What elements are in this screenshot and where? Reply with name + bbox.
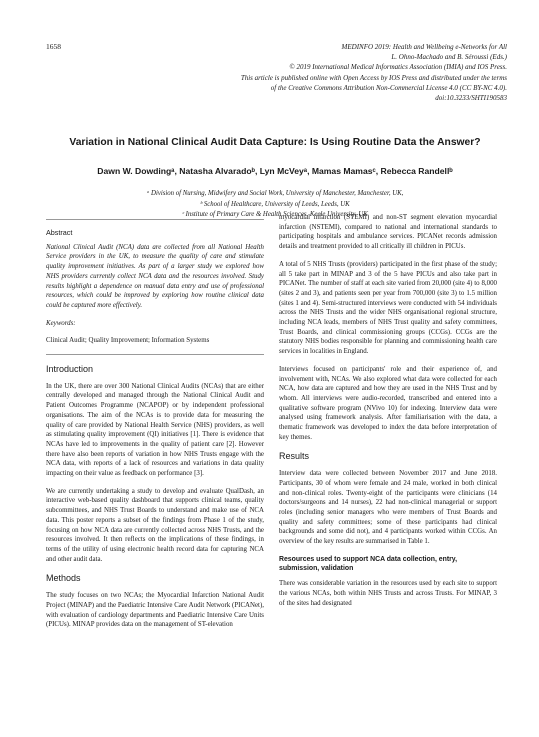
results-heading: Results bbox=[279, 451, 310, 462]
methods-heading: Methods bbox=[46, 573, 81, 584]
paper-title: Variation in National Clinical Audit Data Capture: Is Using Routine Data the Answer? bbox=[69, 137, 481, 148]
paragraph: Interviews focused on participants' role and their experience of, and involvement with, NCAs. We also explored what data were collected for each NCA, how data are captured and how they are used in the NHS Trust and by whom. All interviews were audio-recorded, transcribed and entered into a qualitative software program (NVivo 10) for indexing. Interview data were analysed using framework analysis. After familiarisation with the data, a thematic framework was developed to index the data before interpretation of key themes. bbox=[279, 365, 497, 441]
subsection-heading: Resources used to support NCA data collection, entry, submission, validation bbox=[279, 555, 458, 572]
paragraph: A total of 5 NHS Trusts (providers) participated in the first phase of the study; all 5 take part in MINAP and 3 of the 5 have PICUs and also take part in PICANet. The number of staff at each site varied from 20,000 (site 4) to 8,000 (sites 2 and 3), and patients seen per year from 700,000 (site 3) to 1.5 million (sites 1 and 4). Semi-structured interviews were conducted with 54 individuals across the NHS Trusts and the wider NHS organisational regional structure, including NCA leads, members of NHS Trust quality and safety committees, Trust Boards, and clinical commissioning groups (CCGs). CCGs are the statutory NHS bodies responsible for planning and commissioning health care services in localities in England. bbox=[279, 260, 497, 356]
author-list: Dawn W. Dowdingᵃ, Natasha Alvaradoᵇ, Lyn McVeyᵃ, Mamas Mamasᶜ, Rebecca Randellᵇ bbox=[97, 166, 453, 176]
introduction-heading: Introduction bbox=[46, 364, 94, 375]
paragraph: There was considerable variation in the resources used by each site to support the various NCAs, both within NHS Trusts and across Trusts. For MINAP, 3 of the sites had designated bbox=[279, 580, 497, 607]
abstract-heading: Abstract bbox=[46, 228, 73, 237]
meta-line: This article is published online with Open Access by IOS Press and distributed under the terms bbox=[240, 73, 507, 82]
meta-line: MEDINFO 2019: Health and Wellbeing e-Networks for All bbox=[341, 43, 507, 51]
paragraph: myocardial infarction (STEMI) and non-ST segment elevation myocardial infarction (NSTEMI), compared to national and international standards to participating hospitals and ambulance services. PICANet records admission details and treatment provided to all critically ill children in PICUs. bbox=[279, 214, 497, 251]
left-column bbox=[46, 213, 264, 638]
meta-line: doi:10.3233/SHTI190583 bbox=[435, 94, 507, 103]
keywords-text: Clinical Audit; Quality Improvement; Information Systems bbox=[46, 337, 210, 345]
publication-meta bbox=[177, 42, 507, 103]
divider bbox=[46, 219, 264, 220]
affiliation-line: ᵃ Division of Nursing, Midwifery and Social Work, University of Manchester, Manchester, UK, bbox=[146, 190, 404, 197]
keywords-heading: Keywords: bbox=[46, 319, 76, 327]
divider bbox=[46, 354, 264, 355]
meta-line: © 2019 International Medical Informatics Association (IMIA) and IOS Press. bbox=[289, 63, 507, 72]
right-column bbox=[279, 213, 497, 616]
meta-line: L. Ohno-Machado and B. Séroussi (Eds.) bbox=[391, 53, 507, 62]
paragraph: The study focuses on two NCAs; the Myocardial Infarction National Audit Project (MINAP) and the Paediatric Intensive Care Audit Network (PICANet), with evaluation of cardiology departments and Paediatric Intensive Care Units (PICUs). MINAP provides data on the management of ST-elevation bbox=[46, 592, 264, 629]
abstract-text: National Clinical Audit (NCA) data are collected from all National Health Service providers in the UK, to measure the quality of care and stimulate quality improvement initiatives. As part of a larger study we explored how NHS providers currently collect NCA data and the resources involved. Study results highlight a dependence on manual data entry and use of professional resources, which could be improved by exploring how routine clinical data could be captured more effectively. bbox=[46, 243, 264, 309]
affiliation-line: ᶜ Institute of Primary Care & Health Sciences, Keele University, UK bbox=[182, 211, 368, 218]
page-number: 1658 bbox=[46, 42, 61, 51]
meta-line: of the Creative Commons Attribution Non-Commercial License 4.0 (CC BY-NC 4.0). bbox=[270, 83, 507, 92]
paragraph: In the UK, there are over 300 National Clinical Audits (NCAs) that are either centrally developed and managed through the National Clinical Audit and Patient Outcomes Programme (NCAPOP) or by independent professional organisations. The aim of the NCAs is to provide data for measuring the quality of care provided by National Health Service (NHS) providers, as well as stimulating quality improvement (QI) initiatives [1]. There is evidence that NCAs have led to improvements in the quality of patient care [2]. However there have also been reports of variation in how NHS Trusts engage with the NCA data, with reports of a lack of resources and variations in data quality impacting on their value as feedback on performance [3]. bbox=[46, 382, 264, 478]
paragraph: We are currently undertaking a study to develop and evaluate QualDash, an interactive web-based quality dashboard that supports clinical teams, quality subcommittees, and NHS Trust Boards to understand and make use of NCA data. This poster reports a subset of the findings from Phase 1 of the study, focusing on how NCA data are currently collected across NHS Trusts, and the resources involved. It then reflects on the implications of these findings, in terms of the utility of using electronic health record data for capturing NCA and other audit data. bbox=[46, 487, 264, 563]
paragraph: Interview data were collected between November 2017 and June 2018. Participants, 30 of whom were female and 24 male, worked in both clinical and non-clinical roles. Twenty-eight of the participants were clinicians (14 doctors/surgeons and 14 nurses), 22 had non-clinical managerial or support roles (including senior managers who were members of Trust Boards and quality and safety committees; some of these participants had clinical backgrounds and some did not), and 4 participants worked within CCGs. An overview of the key results are summarised in Table 1. bbox=[279, 470, 497, 546]
affiliation-line: ᵇ School of Healthcare, University of Leeds, Leeds, UK bbox=[200, 200, 350, 208]
